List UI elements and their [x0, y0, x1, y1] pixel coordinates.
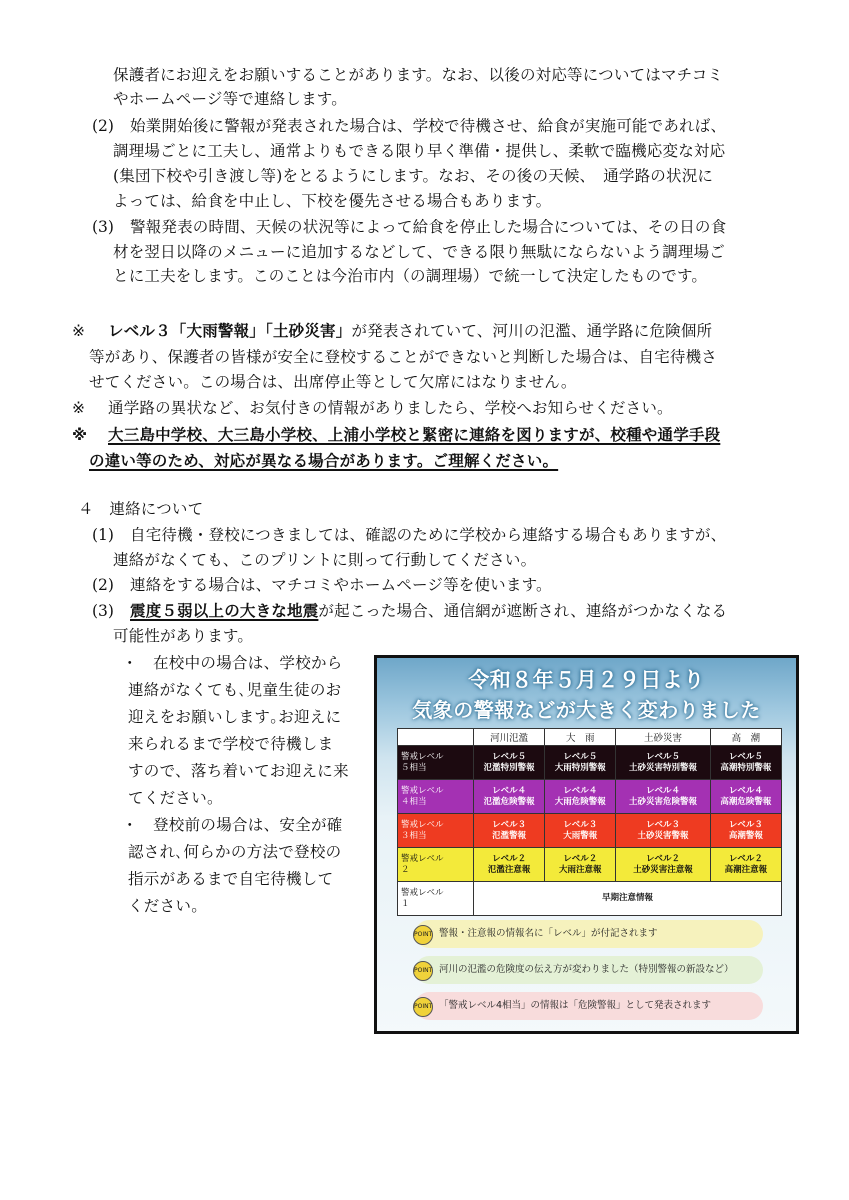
cell-level: レベル３ [563, 819, 598, 830]
cell-level: レベル５ [563, 751, 598, 762]
table-corner [398, 729, 474, 746]
cell-name: 土砂災害特別警報 [629, 762, 698, 773]
table-row [398, 848, 782, 882]
cell-level: レベル２ [563, 853, 598, 864]
body-line [130, 600, 727, 622]
cell-name: 高潮注意報 [724, 864, 768, 875]
cell-level: レベル４ [563, 785, 598, 796]
row-label [398, 882, 474, 916]
note-bold: レベル３「大雨警報」「土砂災害」 [108, 322, 352, 340]
cell-level: レベル３ [492, 819, 527, 830]
table-row [398, 814, 782, 848]
item-number: (1) [92, 526, 114, 544]
cell-level: レベル２ [646, 853, 681, 864]
cell-level: レベル３ [646, 819, 681, 830]
point-text: 「警戒レベル4相当」の情報は「危険警報」として発表されます [439, 1000, 712, 1011]
row-label [398, 780, 474, 814]
column-header: 土砂災害 [616, 729, 710, 746]
cell-level: レベル４ [492, 785, 527, 796]
item-number: (2) [92, 576, 114, 594]
table-cell [545, 746, 616, 780]
cell-name: 土砂災害危険警報 [629, 796, 698, 807]
cell-level: レベル５ [646, 751, 681, 762]
point-note [415, 956, 763, 984]
note-line: 等があり、保護者の皆様が安全に登校することができないと判断した場合は、自宅待機さ [89, 348, 718, 366]
table-cell [616, 848, 710, 882]
body-line: とに工夫をします。このことは今治市内（の調理場）で統一して決定したものです。 [113, 267, 708, 285]
body-line: 保護者にお迎えをお願いすることがあります。なお、以後の対応等についてはマチコミ [113, 66, 724, 84]
cell-name: 高潮特別警報 [720, 762, 772, 773]
cell-name: 氾濫注意報 [487, 864, 531, 875]
warning-level-table [397, 728, 782, 916]
body-line: 連絡がなくても、このプリントに則って行動してください。 [113, 551, 537, 569]
cell-name: 高潮警報 [728, 830, 763, 841]
bullet-line: てください。 [128, 789, 223, 807]
bullet-line: ください。 [128, 897, 208, 915]
note-mark: ※ [72, 426, 88, 444]
row-label [398, 814, 474, 848]
table-cell [710, 814, 781, 848]
column-header: 高 潮 [710, 729, 781, 746]
note-mark: ※ [72, 399, 86, 417]
body-line: 自宅待機・登校につきましては、確認のために学校から連絡する場合もありますが、 [130, 526, 727, 544]
row-label-line: 警戒レベル [401, 887, 444, 898]
note-bold-line: 大三島中学校、大三島小学校、上浦小学校と緊密に連絡を図りますが、校種や通学手段 [108, 426, 721, 444]
bullet-line: 来られるまで学校で待機しま [128, 735, 334, 753]
row-label [398, 848, 474, 882]
table-cell [474, 780, 545, 814]
point-icon: POINT [413, 997, 433, 1017]
cell-level: レベル４ [728, 785, 763, 796]
body-line: 調理場ごとに工夫し、通常よりもできる限り早く準備・提供し、柔軟で臨機応変な対応 [113, 142, 726, 160]
bullet-line: 認され､何らかの方法で登校の [128, 843, 342, 861]
column-header: 河川氾濫 [474, 729, 545, 746]
table-cell [616, 780, 710, 814]
bullet-mark: ・ [122, 816, 138, 834]
row-label-line: ２ [401, 864, 410, 875]
cell-level: レベル５ [492, 751, 527, 762]
table-cell [474, 814, 545, 848]
table-cell [545, 780, 616, 814]
cell-name: 土砂災害警報 [637, 830, 689, 841]
row-label-line: 警戒レベル [401, 853, 444, 864]
bullet-mark: ・ [122, 654, 138, 672]
table-cell [545, 814, 616, 848]
infographic-title-2: 気象の警報などが大きく変わりました [412, 698, 761, 722]
cell-level: レベル５ [728, 751, 763, 762]
cell-name: 氾濫警報 [492, 830, 527, 841]
point-text: 警報・注意報の情報名に「レベル」が付記されます [439, 928, 658, 939]
row-label-line: ４相当 [401, 796, 427, 807]
item-number: (2) [92, 117, 114, 135]
row-label-line: １ [401, 898, 410, 909]
table-cell [616, 814, 710, 848]
cell-name: 大雨注意報 [559, 864, 602, 875]
body-line: 始業開始後に警報が発表された場合は、学校で待機させ、給食が実施可能であれば、 [130, 117, 727, 135]
table-cell [474, 746, 545, 780]
row-label-line: ５相当 [401, 762, 427, 773]
row-label-line: 警戒レベル [401, 785, 444, 796]
cell-level: レベル２ [728, 853, 763, 864]
row-label [398, 746, 474, 780]
table-cell [474, 848, 545, 882]
note-line [108, 320, 712, 342]
table-cell [710, 780, 781, 814]
body-line: (集団下校や引き渡し等)をとるようにします。なお、その後の天候、 通学路の状況に [113, 167, 714, 185]
item-number: (3) [92, 602, 114, 620]
item-number: (3) [92, 218, 114, 236]
point-icon: POINT [413, 961, 433, 981]
body-line: 連絡をする場合は、マチコミやホームページ等を使います。 [130, 576, 552, 594]
row-label-line: 警戒レベル [401, 819, 444, 830]
note-line: せてください。この場合は、出席停止等として欠席にはなりません。 [89, 373, 577, 391]
cell-name: 大雨警報 [563, 830, 598, 841]
cell-level: レベル３ [728, 819, 763, 830]
table-cell [545, 848, 616, 882]
table-cell [710, 746, 781, 780]
note-text: が発表されていて、河川の氾濫、通学路に危険個所 [351, 322, 713, 340]
cell-name: 大雨危険警報 [554, 796, 606, 807]
table-row [398, 882, 782, 916]
body-text: が起こった場合、通信網が遮断され、連絡がつかなくなる [318, 602, 728, 620]
cell-name: 氾濫特別警報 [483, 762, 535, 773]
bullet-line: 迎えをお願いします｡お迎えに [128, 708, 342, 726]
bullet-line: 指示があるまで自宅待機して [128, 870, 334, 888]
body-line: 材を翌日以降のメニューに追加するなどして、できる限り無駄にならないよう調理場ご [113, 243, 725, 261]
cell-name: 大雨特別警報 [554, 762, 606, 773]
row-label-line: 警戒レベル [401, 751, 444, 762]
table-cell [710, 848, 781, 882]
cell-name: 早期注意情報 [601, 893, 653, 903]
body-line: よっては、給食を中止し、下校を優先させる場合もあります。 [113, 192, 552, 210]
point-note [415, 992, 763, 1020]
bullet-line: すので、落ち着いてお迎えに来 [128, 762, 349, 780]
point-text: 河川の氾濫の危険度の伝え方が変わりました（特別警報の新設など） [439, 964, 734, 975]
warning-infographic [374, 655, 799, 1034]
cell-level: レベル４ [646, 785, 681, 796]
table-row [398, 746, 782, 780]
note-line: 通学路の異状など、お気付きの情報がありましたら、学校へお知らせください。 [108, 399, 673, 417]
cell-name: 氾濫危険警報 [483, 796, 535, 807]
table-cell-merged [474, 882, 782, 916]
bullet-line: 連絡がなくても､児童生徒のお [128, 681, 342, 699]
body-line: やホームページ等で連絡します。 [113, 90, 347, 108]
table-cell [616, 746, 710, 780]
note-mark: ※ [72, 322, 86, 340]
infographic-title-1: 令和８年５月２９日より [468, 668, 705, 692]
note-bold-line: の違い等のため、対応が異なる場合があります。ご理解ください。 [89, 452, 559, 470]
cell-name: 高潮危険警報 [720, 796, 772, 807]
row-label-line: ３相当 [401, 830, 427, 841]
cell-name: 土砂災害注意報 [633, 864, 693, 875]
section-heading: ４ 連絡について [78, 500, 204, 518]
body-line: 警報発表の時間、天候の状況等によって給食を停止した場合については、その日の食 [130, 218, 727, 236]
quake-bold: 震度５弱以上の大きな地震 [130, 602, 319, 620]
cell-level: レベル２ [492, 853, 527, 864]
point-icon: POINT [413, 925, 433, 945]
table-row [398, 780, 782, 814]
point-note [415, 920, 763, 948]
bullet-line: 在校中の場合は、学校から [153, 654, 343, 672]
bullet-line: 登校前の場合は、安全が確 [153, 816, 343, 834]
body-line: 可能性があります。 [113, 627, 254, 645]
column-header: 大 雨 [545, 729, 616, 746]
